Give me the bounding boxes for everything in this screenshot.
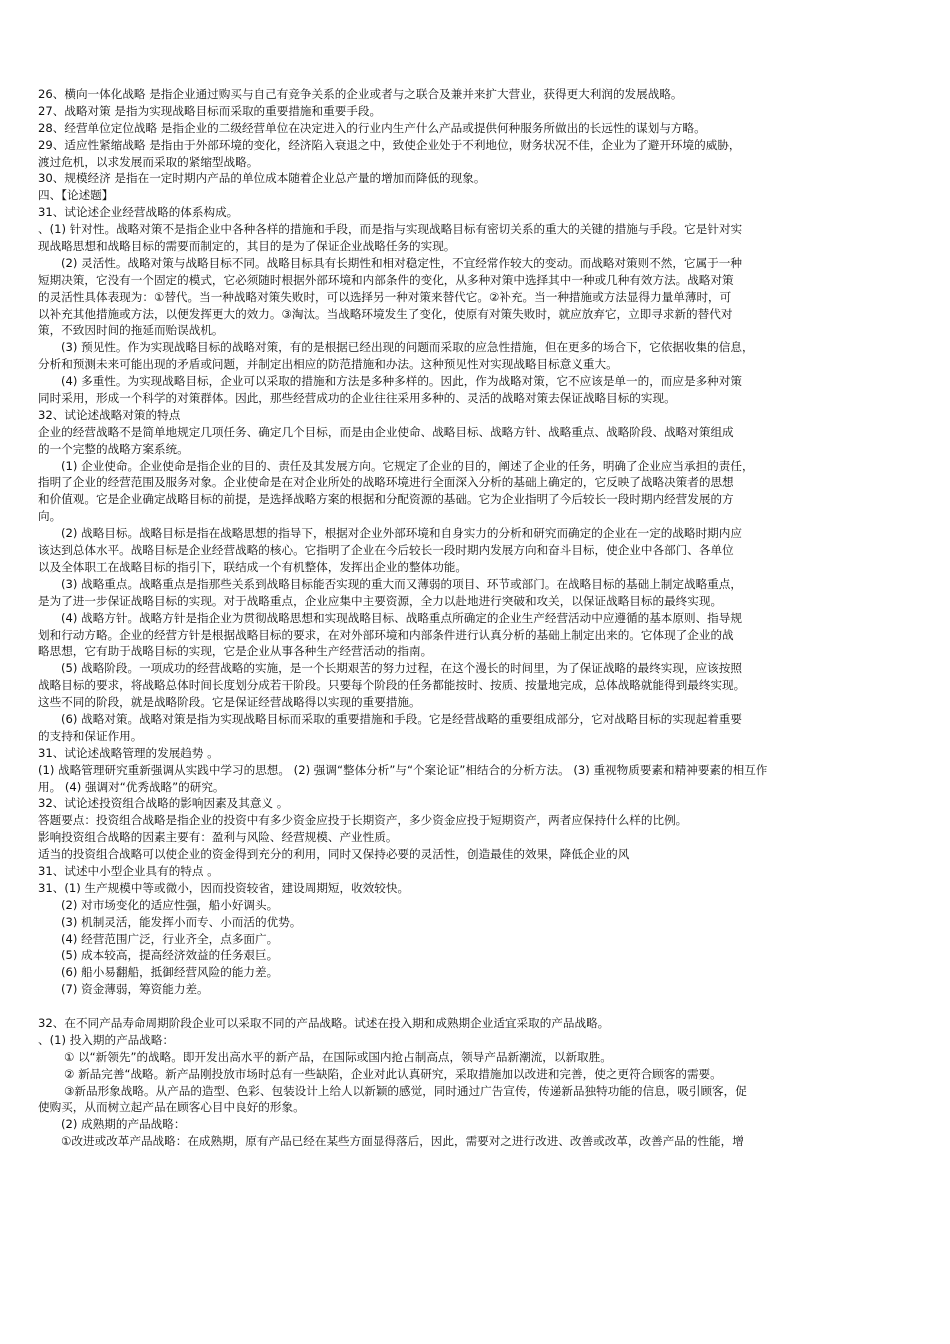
- text-line: 26、横向一体化战略 是指企业通过购买与自己有竞争关系的企业或者与之联合及兼并来扩大营业，获得更大利润的发展战略。: [38, 87, 683, 101]
- text-line: (3) 预见性。作为实现战略目标的战略对策，有的是根据已经出现的问题而采取的应急性措施，但在更多的场合下，它依据收集的信息，: [61, 340, 754, 355]
- text-line: 策，不致因时间的拖延而贻误战机。: [38, 323, 224, 338]
- text-line: 现战略思想和战略目标的需要而制定的，其目的是为了保证企业战略任务的实现。: [38, 239, 456, 254]
- text-line: (2) 成熟期的产品战略：: [61, 1117, 186, 1132]
- text-line: 的灵活性具体表现为：①替代。当一种战略对策失败时，可以选择另一种对策来替代它。②补充。当一种措施或方法显得力量单薄时，可: [38, 289, 732, 304]
- question-title: 31、试论述战略管理的发展趋势 。: [38, 745, 219, 760]
- question-title: 31、试述中小型企业具有的特点 。: [38, 863, 219, 878]
- text-line: 这些不同的阶段，就是战略阶段。它是保证经营战略得以实现的重要措施。: [38, 695, 421, 710]
- text-line: 用。 (4) 强调对“优秀战略”的研究。: [38, 779, 225, 794]
- text-line: 适当的投资组合战略可以使企业的资金得到充分的利用，同时又保持必要的灵活性，创造最佳的效果，降低企业的风: [38, 847, 630, 862]
- text-line: 是为了进一步保证战略目标的实现。对于战略重点，企业应集中主要资源，全力以赴地进行突破和攻关，以保证战略目标的最终实现。: [38, 593, 723, 608]
- text-line: (3) 战略重点。战略重点是指那些关系到战略目标能否实现的重大而又薄弱的项目、环节或部门。在战略目标的基础上制定战略重点，: [61, 576, 742, 591]
- text-line: (4) 战略方针。战略方针是指企业为贯彻战略思想和实现战略目标、战略重点所确定的企业生产经营活动中应遵循的基本原则、指导规: [61, 610, 742, 625]
- text-line: 该达到总体水平。战略目标是企业经营战略的核心。它指明了企业在今后较长一段时期内发展方向和奋斗目标，使企业中各部门、各单位: [38, 543, 734, 558]
- question-title: 32、试论述战略对策的特点: [38, 407, 181, 422]
- list-item: ① 以“新领先”的战略。即开发出高水平的新产品，在国际或国内抢占制高点，领导产品新潮流，以新取胜。: [64, 1049, 612, 1064]
- list-item: (6) 船小易翻船，抵御经营风险的能力差。: [61, 965, 279, 980]
- text-line: 29、适应性紧缩战略 是指由于外部环境的变化，经济陷入衰退之中，致使企业处于不利地位，财务状况不佳，企业为了避开环境的威胁，: [38, 137, 741, 152]
- question-title: 31、试论述企业经营战略的体系构成。: [38, 205, 239, 220]
- text-line: (5) 战略阶段。一项成功的经营战略的实施，是一个长期艰苦的努力过程，在这个漫长的时间里，为了保证战略的最终实现，应该按照: [61, 661, 742, 676]
- text-line: (6) 战略对策。战略对策是指为实现战略目标而采取的重要措施和手段。它是经营战略的重要组成部分，它对战略目标的实现起着重要: [61, 711, 742, 726]
- list-item: (3) 机制灵活，能发挥小而专、小而活的优势。: [61, 914, 302, 929]
- text-line: 分析和预测未来可能出现的矛盾或问题，并制定出相应的防范措施和办法。这种预见性对实现战略目标意义重大。: [38, 357, 618, 372]
- list-item: ③新品形象战略。从产品的造型、色彩、包装设计上给人以新颖的感觉，同时通过广告宣传，传递新品独特功能的信息，吸引顾客，促: [64, 1083, 747, 1098]
- text-line: 30、规模经济 是指在一定时期内产品的单位成本随着企业总产量的增加而降低的现象。: [38, 171, 486, 186]
- text-line: 以补充其他措施或方法，以便发挥更大的效力。③淘汰。当战略环境发生了变化，使原有对策失败时，就应放弃它，立即寻求新的替代对: [38, 306, 733, 321]
- text-line: (1) 战略管理研究重新强调从实践中学习的思想。 (2) 强调“整体分析”与“个案论证”相结合的分析方法。 (3) 重视物质要素和精神要素的相互作: [38, 762, 768, 777]
- text-line: 的一个完整的战略方案系统。: [38, 441, 189, 456]
- list-item: (4) 经营范围广泛，行业齐全，点多面广。: [61, 931, 279, 946]
- text-line: (2) 灵活性。战略对策与战略目标不同。战略目标具有长期性和相对稳定性，不宜经常作较大的变动。而战略对策则不然，它属于一种: [61, 255, 742, 270]
- text-line: 渡过危机，以求发展而采取的紧缩型战略。: [38, 154, 259, 169]
- text-line: 以及全体职工在战略目标的指引下，联结成一个有机整体，发挥出企业的整体功能。: [38, 559, 467, 574]
- text-line: (1) 企业使命。企业使命是指企业的目的、责任及其发展方向。它规定了企业的目的，阐述了企业的任务，明确了企业应当承担的责任，: [61, 458, 754, 473]
- list-item: ② 新品完善“战略。新产品刚投放市场时总有一些缺陷，企业对此认真研究，采取措施加以改进和完善，使之更符合顾客的需要。: [64, 1066, 722, 1081]
- text-line: 战略目标的要求，将战略总体时间长度划分成若干阶段。只要每个阶段的任务都能按时、按质、按量地完成，总体战略就能得到最终实现。: [38, 678, 746, 693]
- list-item: (7) 资金薄弱，筹资能力差。: [61, 982, 209, 997]
- list-item: (5) 成本较高，提高经济效益的任务艰巨。: [61, 948, 279, 963]
- question-title: 32、在不同产品寿命周期阶段企业可以采取不同的产品战略。试述在投入期和成熟期企业适宜采取的产品战略。: [38, 1015, 610, 1030]
- list-item: (2) 对市场变化的适应性强，船小好调头。: [61, 897, 279, 912]
- text-line: 指明了企业的经营范围及服务对象。企业使命是在对企业所处的战略环境进行全面深入分析的基础上确定的，它反映了战略决策者的思想: [38, 475, 734, 490]
- text-line: 使购买，从而树立起产品在顾客心目中良好的形象。: [38, 1100, 305, 1115]
- text-line: (4) 多重性。为实现战略目标，企业可以采取的措施和方法是多种多样的。因此，作为战略对策，它不应该是单一的，而应是多种对策: [61, 374, 742, 389]
- text-line: 的支持和保证作用。: [38, 728, 143, 743]
- text-line: 和价值观。它是企业确定战略目标的前提，是选择战略方案的根据和分配资源的基础。它为企业指明了今后较长一段时期内经营发展的方: [38, 492, 734, 507]
- text-line: 27、战略对策 是指为实现战略目标而采取的重要措施和重要手段。: [38, 103, 382, 118]
- text-line: 31、(1) 生产规模中等或微小，因而投资较省，建设周期短，收效较快。: [38, 880, 410, 895]
- document-body: [38, 86, 910, 1150]
- blank-line: [38, 998, 910, 1015]
- text-line: 短期决策，它没有一个固定的模式，它必须随时根据外部环境和内部条件的变化，从多种对策中选择其中一种或几种有效方法。战略对策: [38, 272, 734, 287]
- text-line: 同时采用，形成一个科学的对策群体。因此，那些经营成功的企业往往采用多种的、灵活的战略对策去保证战略目标的实现。: [38, 391, 676, 406]
- text-line: 答题要点：投资组合战略是指企业的投资中有多少资金应投于长期资产，多少资金应投于短期资产，两者应保持什么样的比例。: [38, 813, 688, 828]
- text-line: (2) 战略目标。战略目标是指在战略思想的指导下，根据对企业外部环境和自身实力的分析和研究而确定的企业在一定的战略时期内应: [61, 526, 742, 541]
- text-line: 影响投资组合战略的因素主要有：盈利与风险、经营规模、产业性质。: [38, 830, 398, 845]
- text-line: 28、经营单位定位战略 是指企业的二级经营单位在决定进入的行业内生产什么产品或提供何种服务所做出的长远性的谋划与方略。: [38, 120, 706, 135]
- text-line: 、(1) 针对性。战略对策不是指企业中各种各样的措施和手段，而是指与实现战略目标有密切关系的重大的关键的措施与手段。它是针对实: [38, 222, 743, 237]
- text-line: 划和行动方略。企业的经营方针是根据战略目标的要求，在对外部环境和内部条件进行认真分析的基础上制定出来的。它体现了企业的战: [38, 627, 734, 642]
- text-line: 向。: [38, 509, 62, 524]
- text-line: 略思想，它有助于战略目标的实现，它是企业从事各种生产经营活动的指南。: [38, 644, 433, 659]
- question-title: 32、试论述投资组合战略的影响因素及其意义 。: [38, 796, 289, 811]
- text-line: 、(1) 投入期的产品战略：: [38, 1032, 175, 1047]
- text-line: ①改进或改革产品战略：在成熟期，原有产品已经在某些方面显得落后，因此，需要对之进行改进、改善或改革，改善产品的性能，增: [61, 1134, 744, 1149]
- text-line: 企业的经营战略不是简单地规定几项任务、确定几个目标，而是由企业使命、战略目标、战略方针、战略重点、战略阶段、战略对策组成: [38, 424, 734, 439]
- section-heading: 四、【论述题】: [38, 188, 114, 203]
